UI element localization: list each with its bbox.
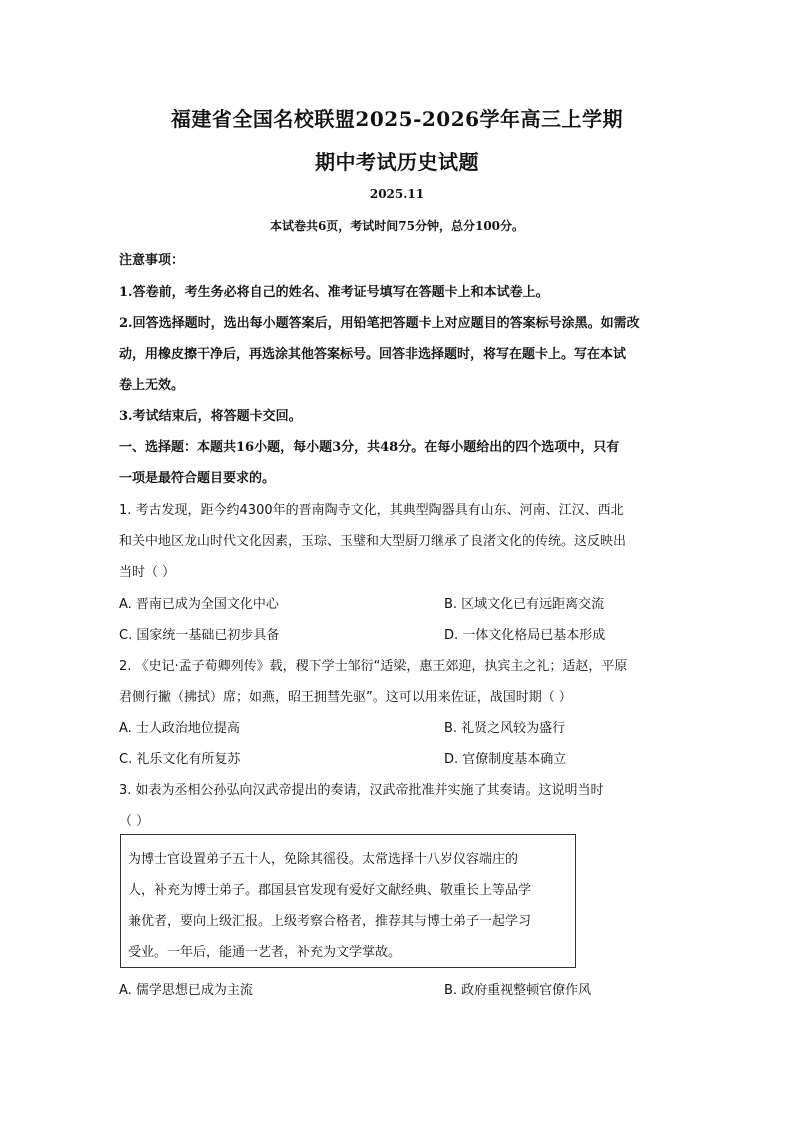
- q3-table-line3: 兼优者，要向上级汇报。上级考察合格者，推荐其与博士弟子一起学习: [128, 914, 532, 929]
- q1-option-c: C. 国家统一基础已初步具备: [119, 628, 280, 643]
- section1-heading-line2: 一项是最符合题目要求的。: [119, 471, 276, 486]
- q3-table-line4: 受业。一年后，能通一艺者，补充为文学掌故。: [128, 945, 402, 960]
- q1-option-b: B. 区域文化已有远距离交流: [444, 597, 605, 612]
- q3-table-line2: 人，补充为博士弟子。郡国县官发现有爱好文献经典、敬重长上等品学: [128, 883, 532, 898]
- q2-stem-line2: 君侧行撇（拂拭）席；如燕，昭王拥彗先驱”。这可以用来佐证，战国时期（ ）: [119, 690, 572, 705]
- exam-title-line2: 期中考试历史试题: [315, 150, 479, 174]
- q2-option-d: D. 官僚制度基本确立: [444, 752, 567, 767]
- q1-stem-line3: 当时（ ）: [119, 565, 176, 580]
- exam-intro: 本试卷共6页，考试时间75分钟，总分100分。: [269, 219, 525, 233]
- notes-item-2-line3: 卷上无效。: [119, 378, 185, 393]
- q3-option-b: B. 政府重视整顿官僚作风: [444, 983, 592, 998]
- q1-option-a: A. 晋南已成为全国文化中心: [119, 597, 279, 612]
- section1-heading-line1: 一、选择题：本题共16小题，每小题3分，共48分。在每小题给出的四个选项中，只有: [119, 440, 620, 455]
- notes-item-2-line2: 动，用橡皮擦干净后，再选涂其他答案标号。回答非选择题时，将写在题卡上。写在本试: [119, 347, 627, 362]
- exam-date: 2025.11: [369, 187, 425, 201]
- notes-item-1: 1.答卷前，考生务必将自己的姓名、准考证号填写在答题卡上和本试卷上。: [119, 285, 549, 300]
- q3-table-line1: 为博士官设置弟子五十人，免除其徭役。太常选择十八岁仪容端庄的: [128, 852, 519, 867]
- q2-stem-line1: 2. 《史记·孟子荀卿列传》载，稷下学士邹衍“适梁，惠王郊迎，执宾主之礼；适赵，平原: [119, 659, 628, 674]
- notes-item-3: 3.考试结束后，将答题卡交回。: [119, 409, 302, 424]
- exam-title-line1: 福建省全国名校联盟2025-2026学年高三上学期: [170, 107, 624, 131]
- q2-option-a: A. 士人政治地位提高: [119, 721, 240, 736]
- notes-heading: 注意事项：: [119, 253, 185, 268]
- q3-option-a: A. 儒学思想已成为主流: [119, 983, 253, 998]
- q1-stem-line2: 和关中地区龙山时代文化因素，玉琮、玉璧和大型厨刀继承了良渚文化的传统。这反映出: [119, 534, 627, 549]
- q1-option-d: D. 一体文化格局已基本形成: [444, 628, 606, 643]
- notes-item-2-line1: 2.回答选择题时，选出每小题答案后，用铅笔把答题卡上对应题目的答案标号涂黑。如需改: [119, 316, 640, 331]
- q2-option-b: B. 礼贤之风较为盛行: [444, 721, 566, 736]
- q3-stem-line2: （ ）: [119, 814, 150, 829]
- q3-stem-line1: 3. 如表为丞相公孙弘向汉武帝提出的奏请，汉武帝批准并实施了其奏请。这说明当时: [119, 783, 604, 798]
- q1-stem-line1: 1. 考古发现，距今约4300年的晋南陶寺文化，其典型陶器具有山东、河南、江汉、西北: [119, 503, 624, 518]
- q2-option-c: C. 礼乐文化有所复苏: [119, 752, 241, 767]
